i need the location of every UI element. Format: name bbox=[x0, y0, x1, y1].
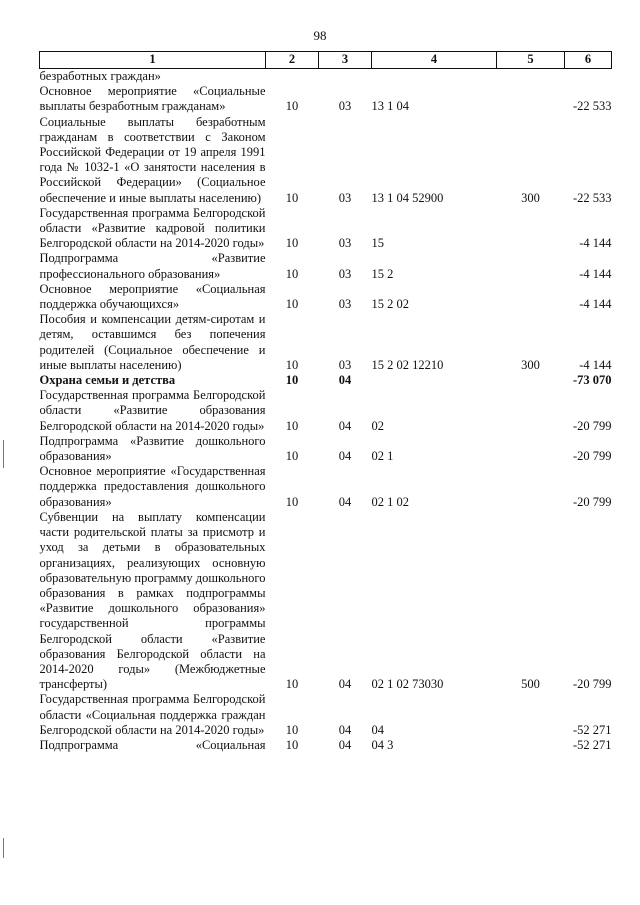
table-row bbox=[40, 738, 612, 753]
row-section: 10 bbox=[285, 449, 299, 464]
row-subsection: 04 bbox=[338, 449, 352, 464]
row-amount: -20 799 bbox=[572, 677, 612, 692]
row-subsection: 04 bbox=[338, 722, 352, 737]
row-name: Основное мероприятие «Социальная поддержка обучающихся» bbox=[39, 281, 266, 312]
column-header: 2 bbox=[266, 52, 319, 69]
table-row bbox=[40, 206, 612, 252]
row-amount: -4 144 bbox=[579, 236, 612, 251]
row-amount: -4 144 bbox=[579, 297, 612, 312]
row-name: Государственная программа Белгородской области «Социальная поддержка граждан Белгородской области на 2014-2020 годы» bbox=[39, 692, 266, 737]
row-section: 10 bbox=[285, 236, 299, 251]
table-row bbox=[40, 464, 612, 510]
row-target-code: 15 2 02 12210 bbox=[371, 357, 444, 372]
row-amount: -4 144 bbox=[579, 357, 612, 372]
row-name: Охрана семьи и детства bbox=[39, 373, 176, 388]
row-name: Социальные выплаты безработным гражданам в соответствии с Законом Российской Федерации от 19 апреля 1991 года № 1032-1 «О занятости населения в Российской Федерации» (Социальное обеспечение и иные выплаты населению) bbox=[39, 114, 266, 205]
row-amount: -52 271 bbox=[572, 722, 612, 737]
budget-table bbox=[39, 51, 612, 753]
row-target-code bbox=[372, 373, 497, 388]
table-row bbox=[40, 251, 612, 281]
table-row bbox=[40, 69, 612, 85]
row-target-code: 15 bbox=[371, 236, 384, 251]
column-header: 6 bbox=[565, 52, 612, 69]
row-name: Государственная программа Белгородской области «Развитие кадровой политики Белгородской области на 2014-2020 годы» bbox=[39, 205, 266, 251]
row-target-code bbox=[372, 69, 497, 85]
row-expense-type: 300 bbox=[521, 357, 540, 372]
row-section: 10 bbox=[285, 677, 299, 692]
row-name bbox=[40, 738, 266, 753]
table-row bbox=[40, 115, 612, 206]
row-subsection: 03 bbox=[338, 297, 352, 312]
row-subsection: 03 bbox=[338, 99, 352, 114]
row-section: 10 bbox=[285, 737, 299, 752]
row-expense-type bbox=[497, 251, 565, 281]
row-name-text: Подпрограмма «Социальная bbox=[39, 737, 266, 752]
row-section: 10 bbox=[285, 722, 299, 737]
row-amount: -22 533 bbox=[572, 190, 612, 205]
table-row bbox=[40, 373, 612, 388]
row-target-code: 02 bbox=[371, 418, 384, 433]
row-name: Подпрограмма «Развитие дошкольного образования» bbox=[39, 433, 266, 464]
row-subsection: 04 bbox=[338, 373, 352, 388]
row-expense-type bbox=[497, 69, 565, 85]
row-subsection: 03 bbox=[338, 236, 352, 251]
row-amount: -4 144 bbox=[579, 266, 612, 281]
row-expense-type bbox=[497, 388, 565, 434]
row-expense-type bbox=[497, 282, 565, 312]
row-section: 10 bbox=[285, 99, 299, 114]
row-target-code: 13 1 04 52900 bbox=[371, 190, 444, 205]
row-name: безработных граждан» bbox=[39, 69, 161, 83]
row-expense-type bbox=[497, 84, 565, 114]
row-expense-type bbox=[497, 738, 565, 753]
page-number: 98 bbox=[313, 28, 327, 43]
row-expense-type bbox=[497, 373, 565, 388]
row-amount: -20 799 bbox=[572, 449, 612, 464]
table-row bbox=[40, 388, 612, 434]
row-expense-type: 500 bbox=[521, 677, 540, 692]
row-target-code: 15 2 02 bbox=[371, 297, 409, 312]
row-section: 10 bbox=[285, 418, 299, 433]
row-subsection: 03 bbox=[338, 266, 352, 281]
row-name: Основное мероприятие «Государственная поддержка предоставления дошкольного образования» bbox=[39, 464, 266, 509]
row-expense-type bbox=[497, 434, 565, 464]
row-section bbox=[266, 69, 319, 85]
row-name: Основное мероприятие «Социальные выплаты безработным гражданам» bbox=[39, 84, 266, 114]
row-target-code: 04 3 bbox=[371, 737, 394, 752]
row-target-code: 02 1 02 bbox=[371, 494, 409, 509]
column-header: 1 bbox=[40, 52, 266, 69]
table-row bbox=[40, 510, 612, 692]
row-target-code: 02 1 bbox=[371, 449, 394, 464]
row-name: Подпрограмма «Развитие профессионального образования» bbox=[39, 251, 266, 281]
row-name: Субвенции на выплату компенсации части родительской платы за присмотр и уход за детьми в образовательных организациях, реализующих основную образовательную программу дошкольного образования в рамках подпрограммы «Развитие дошкольного образования» государственной программы Белгородской области «Развитие образования Белгородской области на 2014-2020 годы» (Межбюджетные трансферты) bbox=[39, 509, 266, 692]
row-amount: -20 799 bbox=[572, 494, 612, 509]
row-subsection: 03 bbox=[338, 190, 352, 205]
row-subsection: 04 bbox=[338, 677, 352, 692]
row-subsection: 04 bbox=[338, 737, 352, 752]
row-amount: -22 533 bbox=[572, 99, 612, 114]
row-target-code: 04 bbox=[371, 722, 384, 737]
table-row bbox=[40, 692, 612, 738]
row-expense-type bbox=[497, 464, 565, 510]
row-section: 10 bbox=[285, 373, 299, 388]
row-target-code: 15 2 bbox=[371, 266, 394, 281]
row-name: Пособия и компенсации детям-сиротам и детям, оставшимся без попечения родителей (Социальное обеспечение и иные выплаты населению) bbox=[39, 312, 266, 372]
row-section: 10 bbox=[285, 297, 299, 312]
column-header: 4 bbox=[372, 52, 497, 69]
row-amount bbox=[565, 69, 612, 85]
column-header: 5 bbox=[497, 52, 565, 69]
scan-edge-mark bbox=[3, 440, 4, 468]
row-target-code: 13 1 04 bbox=[371, 99, 409, 114]
row-name: Государственная программа Белгородской области «Развитие образования Белгородской области на 2014-2020 годы» bbox=[39, 388, 266, 433]
table-row bbox=[40, 282, 612, 312]
row-subsection: 04 bbox=[338, 418, 352, 433]
column-header: 3 bbox=[319, 52, 372, 69]
table-body bbox=[40, 69, 612, 754]
row-section: 10 bbox=[285, 494, 299, 509]
row-amount: -20 799 bbox=[572, 418, 612, 433]
row-expense-type bbox=[497, 206, 565, 252]
row-subsection: 04 bbox=[338, 494, 352, 509]
table-row bbox=[40, 84, 612, 114]
scan-edge-mark bbox=[3, 838, 4, 858]
table-row bbox=[40, 312, 612, 373]
row-expense-type: 300 bbox=[521, 190, 540, 205]
table-row bbox=[40, 434, 612, 464]
table-header-row bbox=[40, 52, 612, 69]
row-section: 10 bbox=[285, 357, 299, 372]
row-section: 10 bbox=[285, 190, 299, 205]
row-subsection bbox=[319, 69, 372, 85]
row-target-code: 02 1 02 73030 bbox=[371, 677, 444, 692]
row-amount: -73 070 bbox=[572, 373, 612, 388]
row-subsection: 03 bbox=[338, 357, 352, 372]
row-expense-type bbox=[497, 692, 565, 738]
row-amount: -52 271 bbox=[572, 737, 612, 752]
row-section: 10 bbox=[285, 266, 299, 281]
